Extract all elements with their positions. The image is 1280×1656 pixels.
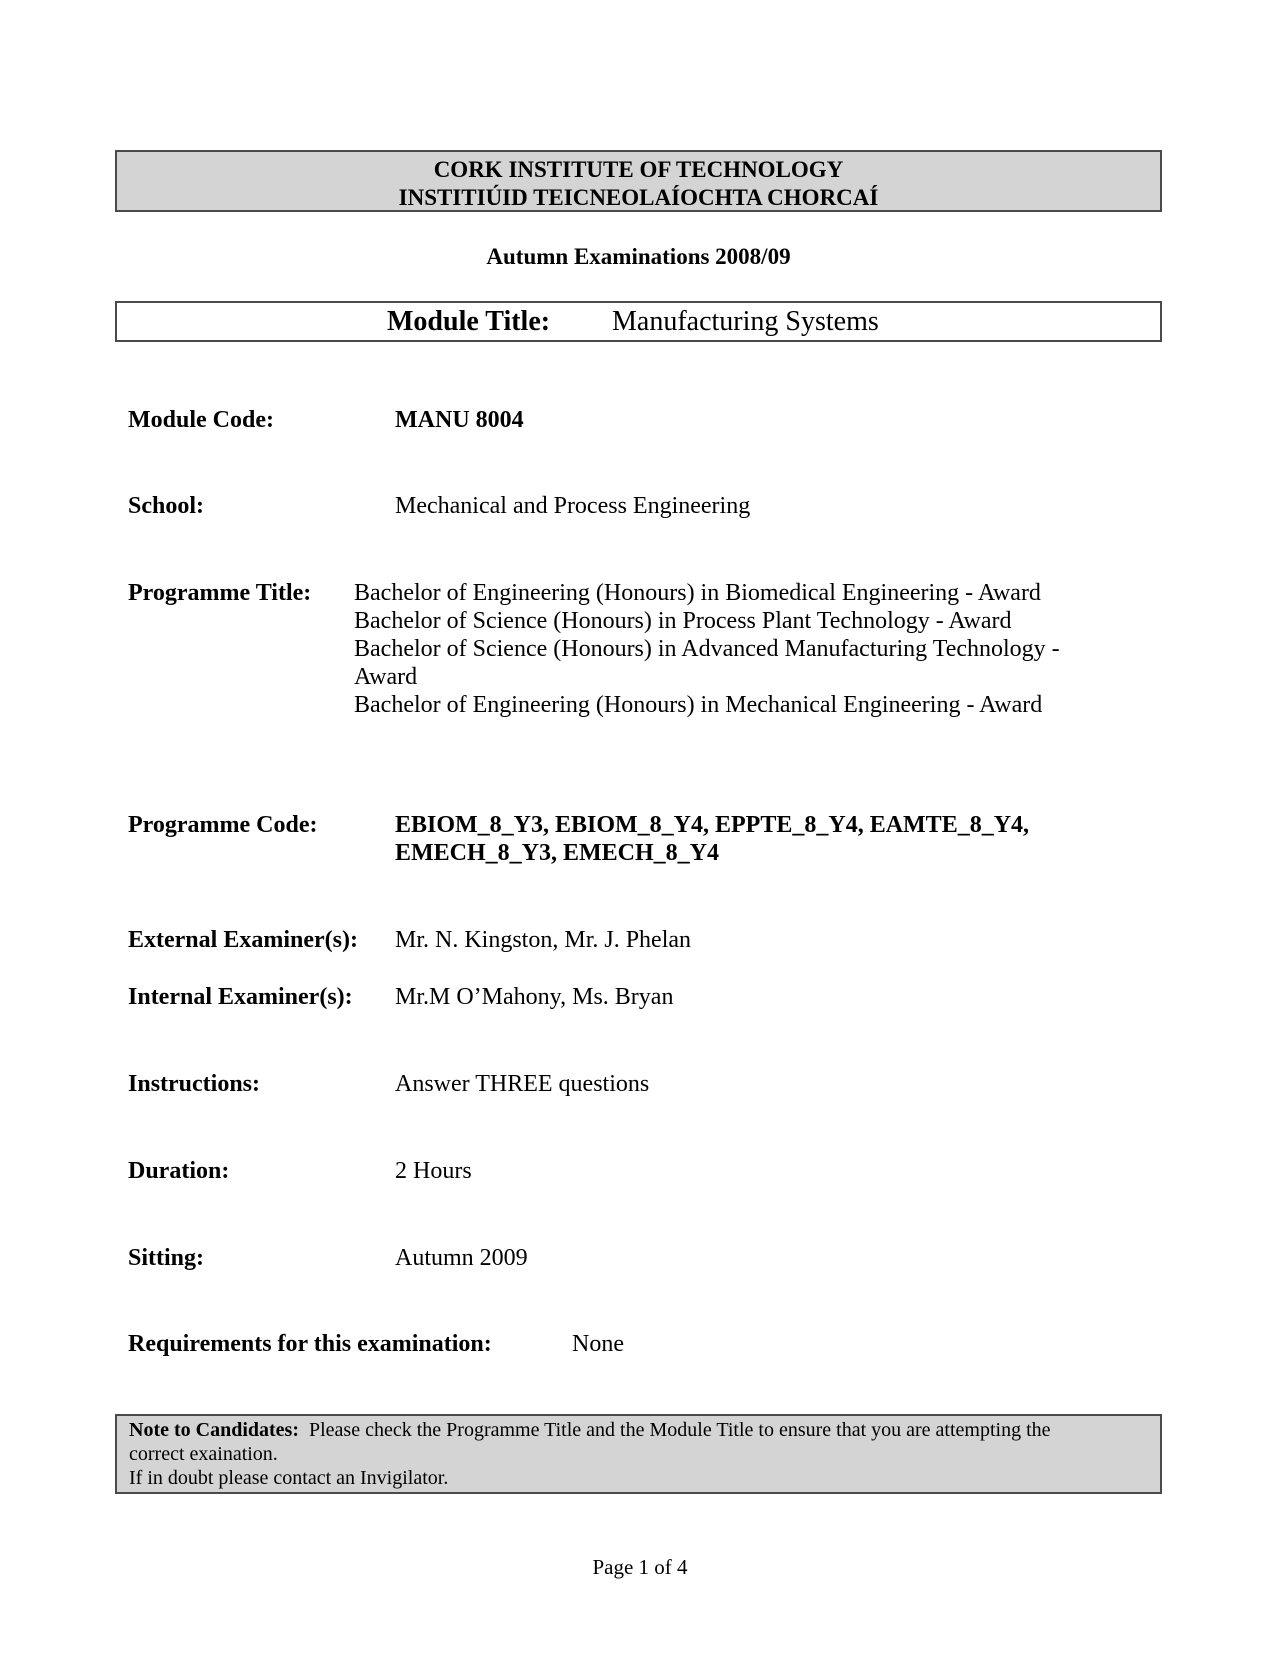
programme-title-line: Bachelor of Engineering (Honours) in Mechanical Engineering - Award <box>354 692 1043 718</box>
note-line-2: If in doubt please contact an Invigilator. <box>129 1467 449 1489</box>
note-label: Note to Candidates: <box>129 1419 299 1441</box>
sitting-value: Autumn 2009 <box>395 1245 528 1271</box>
internal-examiners-label: Internal Examiner(s): <box>128 984 353 1010</box>
school-value: Mechanical and Process Engineering <box>395 493 751 519</box>
programme-title-line: Award <box>354 664 418 690</box>
duration-value: 2 Hours <box>395 1158 472 1184</box>
note-text: Please check the Programme Title and the Module Title to ensure that you are attempting the <box>309 1419 1051 1441</box>
module-title-value: Manufacturing Systems <box>612 306 879 337</box>
institution-name-irish: INSTITIÚID TEICNEOLAÍOCHTA CHORCAÍ <box>398 185 879 210</box>
internal-examiners-value: Mr.M O’Mahony, Ms. Bryan <box>395 984 674 1010</box>
page-number: Page 1 of 4 <box>592 1555 688 1579</box>
module-code-value: MANU 8004 <box>395 407 524 433</box>
programme-code-label: Programme Code: <box>128 812 318 838</box>
school-label: School: <box>128 493 205 519</box>
programme-code-list <box>395 811 1029 867</box>
requirements-label: Requirements for this examination: <box>128 1331 492 1357</box>
programme-code-line: EBIOM_8_Y3, EBIOM_8_Y4, EPPTE_8_Y4, EAMTE_8_Y4, <box>395 812 1030 838</box>
sitting-label: Sitting: <box>128 1245 205 1271</box>
requirements-value: None <box>572 1331 624 1357</box>
programme-title-line: Bachelor of Science (Honours) in Advanced Manufacturing Technology - <box>354 636 1060 662</box>
institution-name-english: CORK INSTITUTE OF TECHNOLOGY <box>433 157 844 182</box>
programme-title-label: Programme Title: <box>128 580 312 606</box>
module-title-box <box>115 301 1162 342</box>
programme-title-list <box>354 579 1060 719</box>
module-code-label: Module Code: <box>128 407 274 433</box>
module-title-label: Module Title: <box>387 306 551 337</box>
institution-header <box>115 150 1162 212</box>
duration-label: Duration: <box>128 1158 230 1184</box>
note-text-continued: correct exaination. <box>129 1443 278 1465</box>
exam-session-title: Autumn Examinations 2008/09 <box>486 244 791 269</box>
programme-code-line: EMECH_8_Y3, EMECH_8_Y4 <box>395 840 719 866</box>
instructions-label: Instructions: <box>128 1071 261 1097</box>
programme-title-line: Bachelor of Science (Honours) in Process Plant Technology - Award <box>354 608 1012 634</box>
instructions-value: Answer THREE questions <box>395 1071 650 1097</box>
note-to-candidates-box <box>115 1414 1162 1494</box>
external-examiners-label: External Examiner(s): <box>128 927 358 953</box>
external-examiners-value: Mr. N. Kingston, Mr. J. Phelan <box>395 927 692 953</box>
programme-title-line: Bachelor of Engineering (Honours) in Biomedical Engineering - Award <box>354 580 1041 606</box>
note-line-1 <box>129 1418 1148 1442</box>
